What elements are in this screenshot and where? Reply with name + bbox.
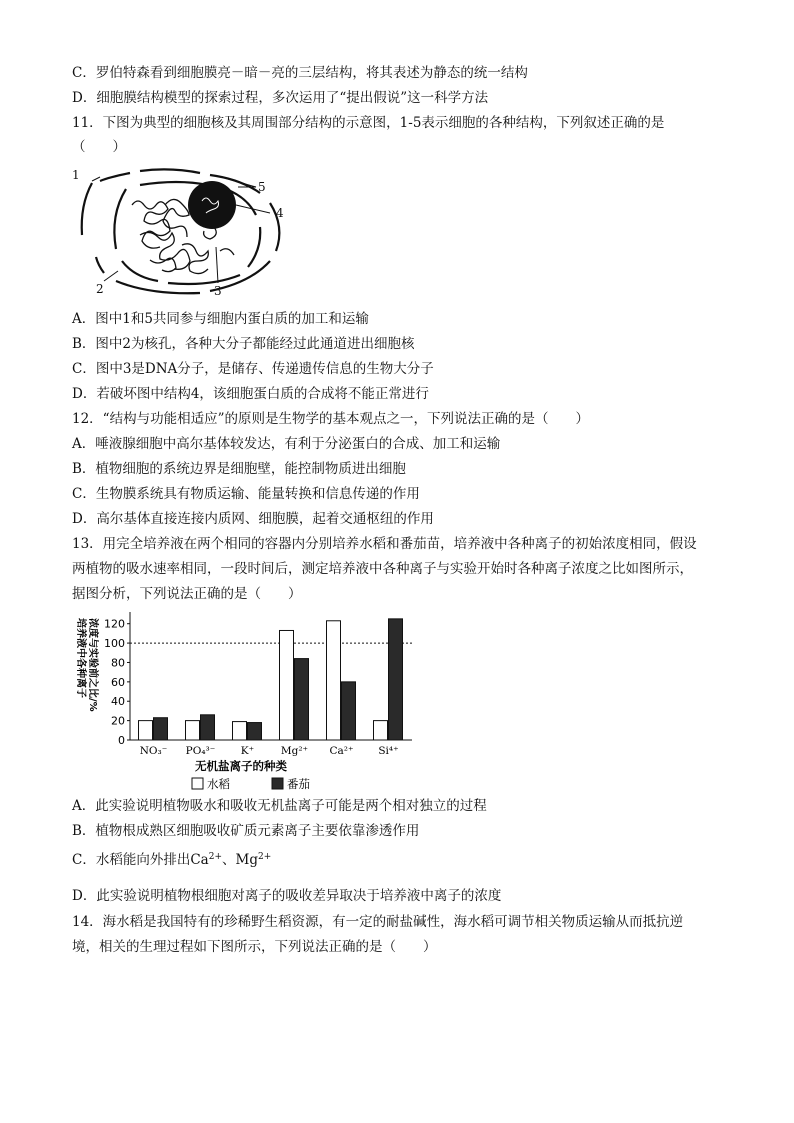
bar-rice [186, 721, 200, 740]
q13-option-b: B．植物根成熟区细胞吸收矿质元素离子主要依靠渗透作用 [72, 823, 420, 839]
y-tick-label: 100 [104, 637, 125, 651]
q13-option-c-text: C．水稻能向外排出Ca [72, 852, 209, 868]
q11-paren: （ ） [72, 139, 126, 155]
q11-option-b: B．图中2为核孔，各种大分子都能经过此通道进出细胞核 [72, 336, 415, 352]
q13-stem-line-2: 两植物的吸水速率相同，一段时间后，测定培养液中各种离子与实验开始时各种离子浓度之比如图所示， [72, 561, 693, 577]
q12-stem: 12．“结构与功能相适应”的原则是生物学的基本观点之一，下列说法正确的是（ ） [72, 411, 589, 427]
figure-label-1: 1 [72, 168, 80, 182]
y-tick-label: 20 [111, 714, 125, 728]
bar-rice [327, 621, 341, 740]
q11-option-a: A．图中1和5共同参与细胞内蛋白质的加工和运输 [72, 311, 369, 327]
q12-option-a: A．唾液腺细胞中高尔基体较发达，有利于分泌蛋白的合成、加工和运输 [72, 436, 501, 452]
q13-stem-line-3: 据图分析，下列说法正确的是（ ） [72, 586, 302, 602]
y-tick-label: 80 [111, 656, 125, 670]
bar-rice [139, 721, 153, 740]
legend-label-rice: 水稻 [207, 777, 230, 791]
q13-option-c [72, 850, 271, 870]
q13-option-c-sep: 、Mg [222, 852, 258, 868]
bar-tomato [389, 619, 403, 740]
bar-rice [280, 630, 294, 740]
q13-option-a: A．此实验说明植物吸水和吸收无机盐离子可能是两个相对独立的过程 [72, 798, 487, 814]
legend-swatch-tomato [272, 778, 283, 789]
x-tick-label: K⁺ [240, 745, 255, 757]
x-tick-label: PO₄³⁻ [185, 745, 216, 757]
q13-option-d: D．此实验说明植物根细胞对离子的吸收差异取决于培养液中离子的浓度 [72, 888, 502, 904]
bar-tomato [154, 718, 168, 740]
bar-rice [233, 722, 247, 740]
bar-rice [374, 721, 388, 740]
legend-label-tomato: 番茄 [287, 777, 310, 791]
y-tick-label: 0 [118, 734, 125, 747]
figure-label-5: 5 [258, 180, 266, 194]
x-axis-label: 无机盐离子的种类 [195, 759, 287, 773]
prev-option-c: C．罗伯特森看到细胞膜亮－暗－亮的三层结构，将其表述为静态的统一结构 [72, 65, 528, 81]
q13-option-c-sup1: 2+ [208, 852, 222, 862]
cell-nucleus-figure [70, 165, 295, 300]
q12-option-b: B．植物细胞的系统边界是细胞壁，能控制物质进出细胞 [72, 461, 406, 477]
figure-label-2: 2 [96, 282, 104, 296]
bar-tomato [342, 682, 356, 740]
q11-stem: 11．下图为典型的细胞核及其周围部分结构的示意图，1-5表示细胞的各种结构，下列叙述正确的是 [72, 115, 665, 131]
q14-stem-line-1: 14．海水稻是我国特有的珍稀野生稻资源，有一定的耐盐碱性，海水稻可调节相关物质运输从而抵抗逆 [72, 914, 684, 930]
prev-option-d: D．细胞膜结构模型的探索过程，多次运用了“提出假说”这一科学方法 [72, 90, 489, 106]
ion-ratio-bar-chart [72, 606, 432, 792]
y-axis-label-line: 浓度与实验前之比/% [87, 618, 98, 712]
q11-option-c: C．图中3是DNA分子，是储存、传递遗传信息的生物大分子 [72, 361, 434, 377]
y-axis-label-line: 培养液中各种离子 [75, 618, 86, 698]
figure-label-3: 3 [214, 284, 222, 298]
x-tick-label: Mg²⁺ [280, 745, 309, 757]
q12-option-d: D．高尔基体直接连接内质网、细胞膜，起着交通枢纽的作用 [72, 511, 434, 527]
q12-option-c: C．生物膜系统具有物质运输、能量转换和信息传递的作用 [72, 486, 420, 502]
y-tick-label: 120 [104, 617, 125, 631]
q13-stem-line-1: 13．用完全培养液在两个相同的容器内分别培养水稻和番茄苗，培养液中各种离子的初始浓度相同，假设 [72, 536, 697, 552]
q14-stem-line-2: 境，相关的生理过程如下图所示，下列说法正确的是（ ） [72, 939, 437, 955]
y-tick-label: 40 [111, 695, 125, 709]
figure-label-4: 4 [276, 206, 284, 220]
x-tick-label: NO₃⁻ [139, 745, 168, 757]
bar-tomato [295, 659, 309, 740]
q11-option-d: D．若破坏图中结构4，该细胞蛋白质的合成将不能正常进行 [72, 386, 429, 402]
legend-swatch-rice [192, 778, 203, 789]
bar-tomato [201, 715, 215, 740]
x-tick-label: Ca²⁺ [329, 745, 354, 757]
y-tick-label: 60 [111, 675, 125, 689]
x-tick-label: Si⁴⁺ [378, 745, 399, 757]
q13-option-c-sup2: 2+ [257, 852, 272, 862]
bar-tomato [248, 723, 262, 740]
